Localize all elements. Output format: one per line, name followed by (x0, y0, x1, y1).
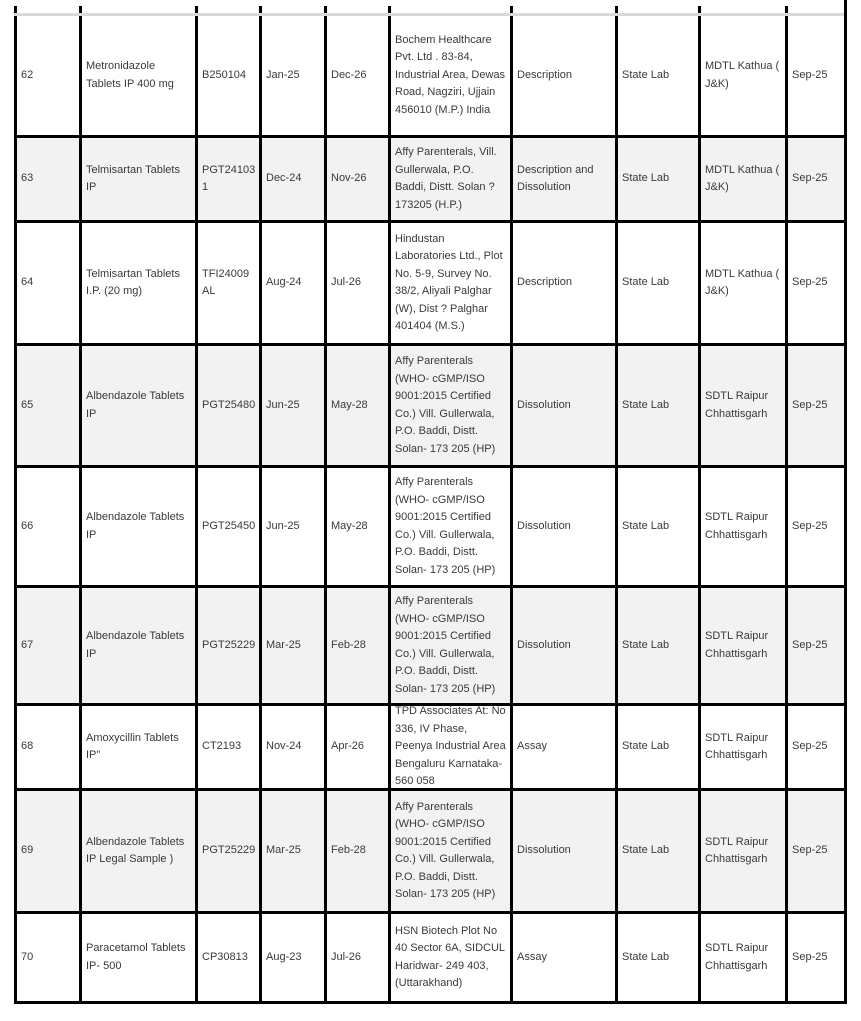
table-row (14, 346, 844, 468)
cell-mfg-date: Aug-23 (259, 914, 324, 1001)
cell-mfg-date: Dec-24 (259, 138, 324, 220)
cell-batch: PGT25229 (195, 791, 259, 911)
cell-serial: 63 (14, 138, 79, 220)
cell-test: Assay (510, 914, 615, 1001)
cell-serial: 64 (14, 223, 79, 343)
cell-test: Dissolution (510, 791, 615, 911)
partial-cell (785, 6, 844, 13)
cell-lab-name: SDTL Raipur Chhattisgarh (698, 914, 785, 1001)
cell-exp-date: May-28 (324, 346, 388, 465)
cell-test: Dissolution (510, 468, 615, 585)
cell-product: Albendazole Tablets IP (79, 468, 195, 585)
cell-manufacturer: Affy Parenterals, Vill. Gullerwala, P.O. Baddi, Distt. Solan ? 173205 (H.P.) (388, 138, 510, 220)
partial-cell (14, 6, 79, 13)
partial-row-top (14, 6, 844, 16)
cell-exp-date: Apr-26 (324, 706, 388, 788)
cell-exp-date: Dec-26 (324, 16, 388, 135)
cell-manufacturer: Bochem Healthcare Pvt. Ltd . 83-84, Industrial Area, Dewas Road, Nagziri, Ujjain 456010 (M.P.) India (388, 16, 510, 135)
cell-product: Albendazole Tablets IP (79, 588, 195, 703)
cell-manufacturer: Affy Parenterals (WHO- cGMP/ISO 9001:2015 Certified Co.) Vill. Gullerwala, P.O. Baddi, Distt. Solan- 173 205 (HP) (388, 791, 510, 911)
cell-test: Dissolution (510, 588, 615, 703)
cell-exp-date: Feb-28 (324, 791, 388, 911)
cell-product: Paracetamol Tablets IP- 500 (79, 914, 195, 1001)
cell-month: Sep-25 (785, 346, 844, 465)
cell-batch: TFI24009AL (195, 223, 259, 343)
cell-lab-type: State Lab (615, 588, 698, 703)
table-row (14, 468, 844, 588)
cell-lab-type: State Lab (615, 706, 698, 788)
cell-product: Albendazole Tablets IP (79, 346, 195, 465)
cell-month: Sep-25 (785, 468, 844, 585)
cell-manufacturer: Affy Parenterals (WHO- cGMP/ISO 9001:2015 Certified Co.) Vill. Gullerwala, P.O. Baddi, Distt. Solan- 173 205 (HP) (388, 346, 510, 465)
cell-test: Dissolution (510, 346, 615, 465)
cell-lab-name: SDTL Raipur Chhattisgarh (698, 791, 785, 911)
cell-serial: 70 (14, 914, 79, 1001)
cell-mfg-date: Mar-25 (259, 588, 324, 703)
cell-product: Telmisartan Tablets I.P. (20 mg) (79, 223, 195, 343)
cell-lab-name: SDTL Raipur Chhattisgarh (698, 706, 785, 788)
cell-month: Sep-25 (785, 138, 844, 220)
cell-mfg-date: Mar-25 (259, 791, 324, 911)
cell-batch: B250104 (195, 16, 259, 135)
partial-cell (259, 6, 324, 13)
partial-cell (79, 6, 195, 13)
cell-batch: PGT25229 (195, 588, 259, 703)
cell-mfg-date: Jun-25 (259, 468, 324, 585)
cell-lab-name: SDTL Raipur Chhattisgarh (698, 588, 785, 703)
cell-lab-type: State Lab (615, 468, 698, 585)
cell-serial: 66 (14, 468, 79, 585)
cell-manufacturer: Affy Parenterals (WHO- cGMP/ISO 9001:2015 Certified Co.) Vill. Gullerwala, P.O. Baddi, Distt. Solan- 173 205 (HP) (388, 588, 510, 703)
cell-lab-type: State Lab (615, 791, 698, 911)
cell-serial: 68 (14, 706, 79, 788)
partial-cell (615, 6, 698, 13)
cell-exp-date: May-28 (324, 468, 388, 585)
cell-lab-name: MDTL Kathua ( J&K) (698, 223, 785, 343)
cell-mfg-date: Nov-24 (259, 706, 324, 788)
partial-cell (324, 6, 388, 13)
cell-batch: PGT241031 (195, 138, 259, 220)
table-row (14, 16, 844, 138)
table-row (14, 138, 844, 223)
cell-batch: PGT25480 (195, 346, 259, 465)
cell-lab-type: State Lab (615, 346, 698, 465)
partial-cell (195, 6, 259, 13)
cell-manufacturer: TPD Associates At: No 336, IV Phase, Peenya Industrial Area Bengaluru Karnataka-560 058 (388, 706, 510, 788)
cell-exp-date: Jul-26 (324, 223, 388, 343)
cell-lab-name: SDTL Raipur Chhattisgarh (698, 468, 785, 585)
cell-serial: 67 (14, 588, 79, 703)
cell-manufacturer: Affy Parenterals (WHO- cGMP/ISO 9001:2015 Certified Co.) Vill. Gullerwala, P.O. Baddi, Distt. Solan- 173 205 (HP) (388, 468, 510, 585)
test-report-table (14, 0, 847, 1004)
cell-month: Sep-25 (785, 223, 844, 343)
cell-batch: CP30813 (195, 914, 259, 1001)
table-row (14, 914, 844, 1004)
cell-lab-type: State Lab (615, 16, 698, 135)
table-row (14, 706, 844, 791)
partial-cell (388, 6, 510, 13)
cell-month: Sep-25 (785, 588, 844, 703)
cell-batch: PGT25450 (195, 468, 259, 585)
cell-exp-date: Nov-26 (324, 138, 388, 220)
cell-lab-name: SDTL Raipur Chhattisgarh (698, 346, 785, 465)
cell-month: Sep-25 (785, 914, 844, 1001)
table-row (14, 223, 844, 346)
partial-cell (510, 6, 615, 13)
cell-month: Sep-25 (785, 706, 844, 788)
cell-test: Description and Dissolution (510, 138, 615, 220)
cell-lab-name: MDTL Kathua ( J&K) (698, 16, 785, 135)
table-row (14, 588, 844, 706)
cell-mfg-date: Jun-25 (259, 346, 324, 465)
cell-product: Metronidazole Tablets IP 400 mg (79, 16, 195, 135)
cell-month: Sep-25 (785, 16, 844, 135)
cell-serial: 65 (14, 346, 79, 465)
cell-exp-date: Jul-26 (324, 914, 388, 1001)
cell-lab-name: MDTL Kathua ( J&K) (698, 138, 785, 220)
cell-product: Amoxycillin Tablets IP" (79, 706, 195, 788)
cell-manufacturer: HSN Biotech Plot No 40 Sector 6A, SIDCUL Haridwar- 249 403, (Uttarakhand) (388, 914, 510, 1001)
cell-product: Telmisartan Tablets IP (79, 138, 195, 220)
cell-month: Sep-25 (785, 791, 844, 911)
cell-test: Description (510, 223, 615, 343)
cell-lab-type: State Lab (615, 914, 698, 1001)
cell-product: Albendazole Tablets IP Legal Sample ) (79, 791, 195, 911)
cell-lab-type: State Lab (615, 223, 698, 343)
partial-cell (698, 6, 785, 13)
cell-serial: 62 (14, 16, 79, 135)
cell-manufacturer: Hindustan Laboratories Ltd., Plot No. 5-9, Survey No. 38/2, Aliyali Palghar (W), Dist ? Palghar 401404 (M.S.) (388, 223, 510, 343)
cell-mfg-date: Aug-24 (259, 223, 324, 343)
cell-exp-date: Feb-28 (324, 588, 388, 703)
cell-mfg-date: Jan-25 (259, 16, 324, 135)
table-row (14, 791, 844, 914)
cell-serial: 69 (14, 791, 79, 911)
cell-lab-type: State Lab (615, 138, 698, 220)
cell-batch: CT2193 (195, 706, 259, 788)
cell-test: Description (510, 16, 615, 135)
cell-test: Assay (510, 706, 615, 788)
